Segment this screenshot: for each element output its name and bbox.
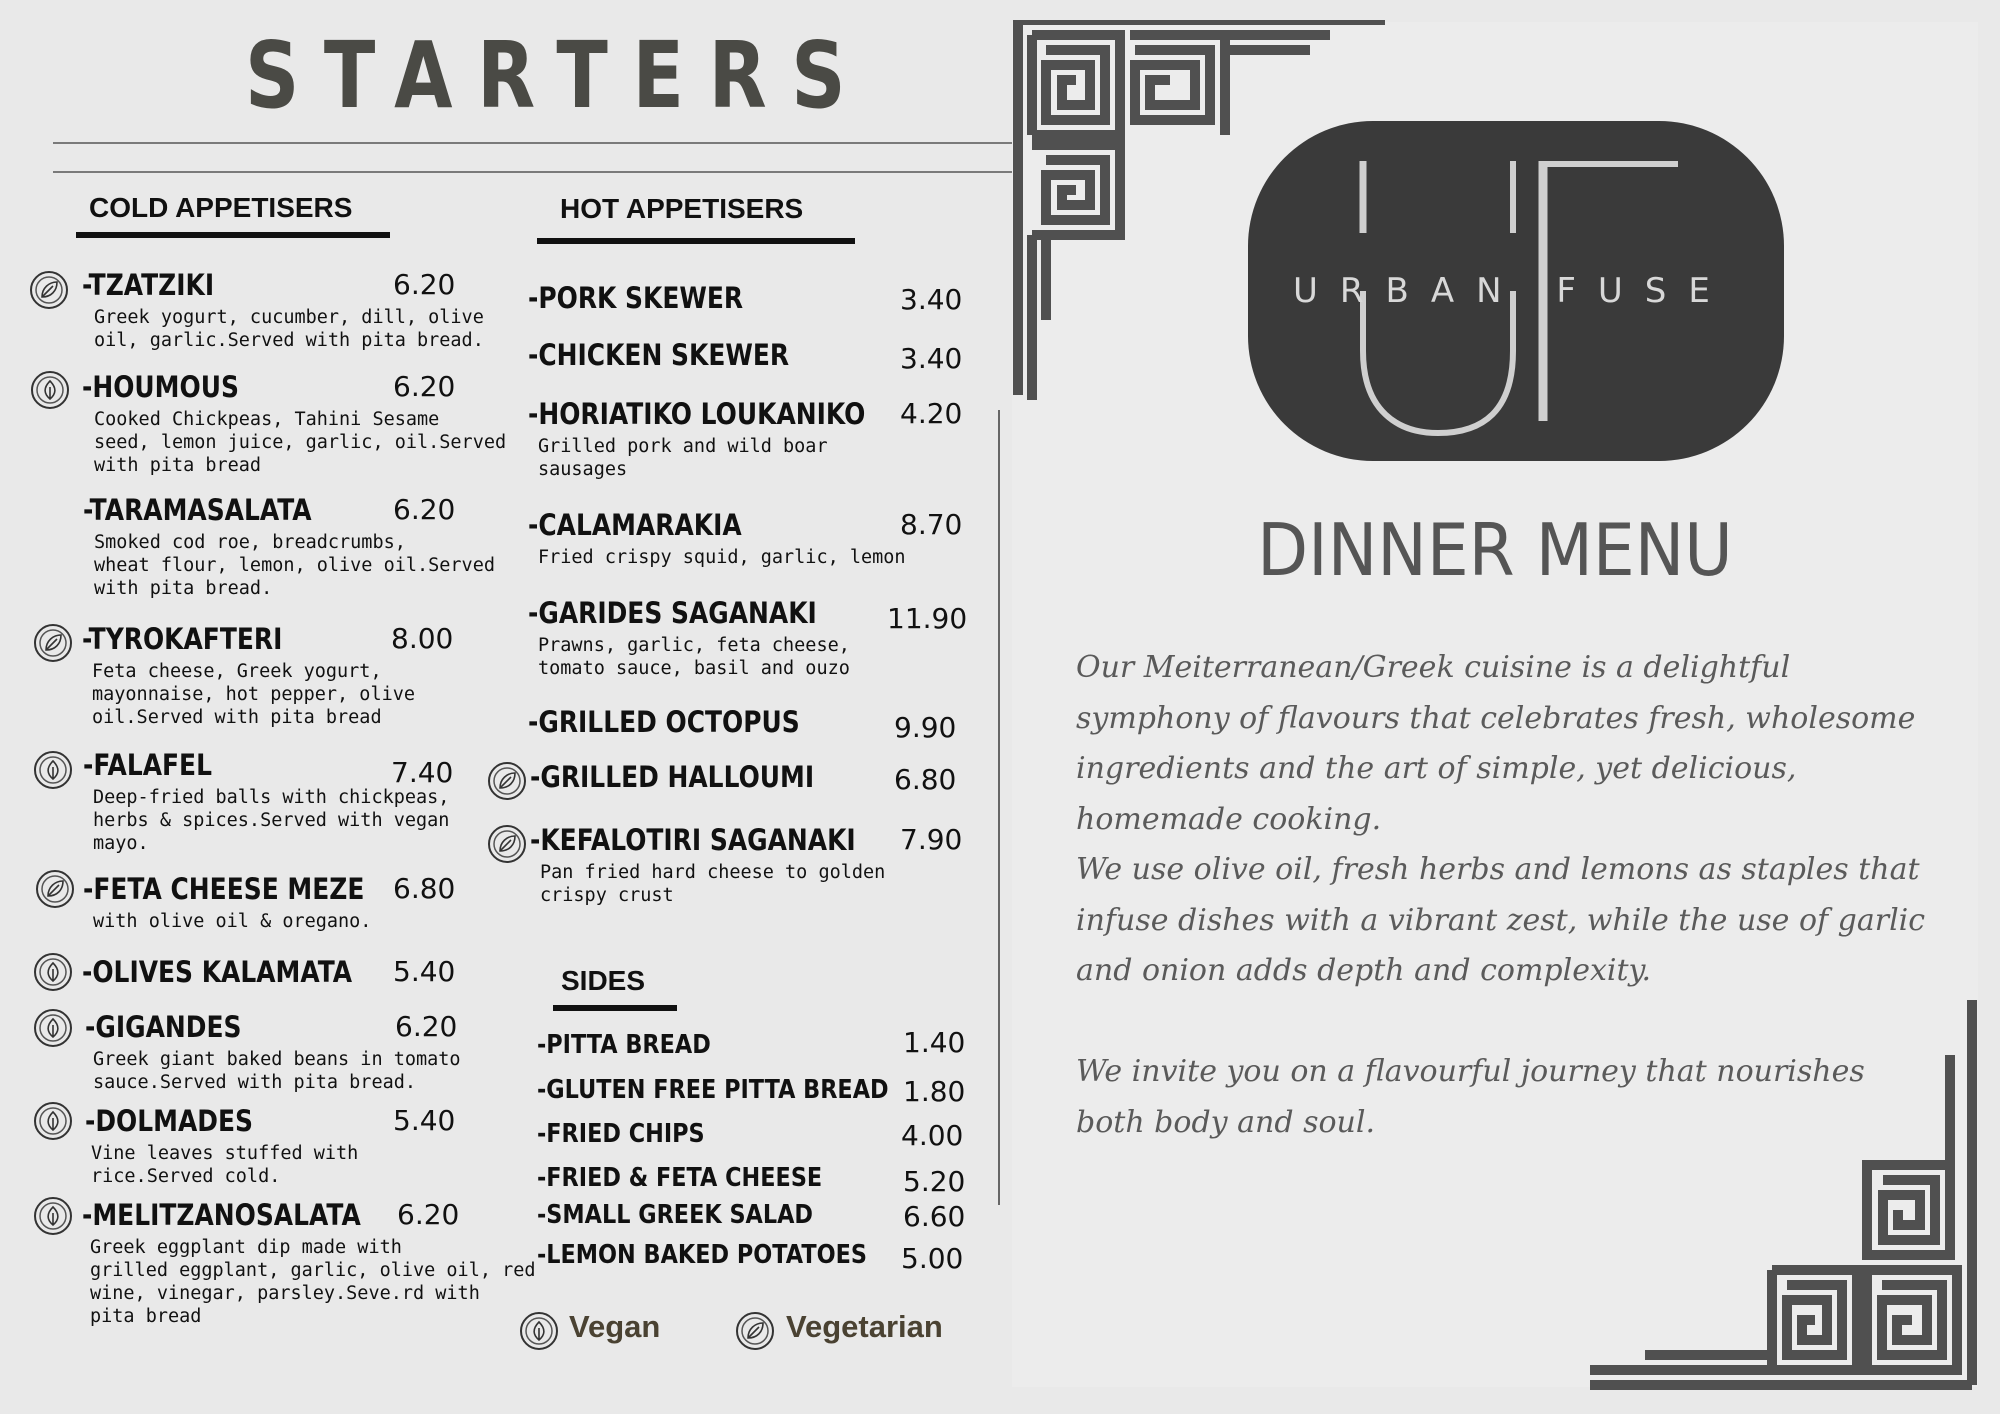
- menu-item: [82, 1198, 536, 1328]
- logo-wordmark: URBAN FUSE: [1293, 271, 1732, 311]
- vegan-legend-icon: [519, 1311, 559, 1351]
- menu-item: [82, 370, 506, 477]
- column-divider: [998, 410, 1000, 1205]
- vegan-legend-label: Vegan: [569, 1309, 661, 1344]
- hot-heading-underline: [537, 238, 855, 244]
- menu-item: [537, 1240, 964, 1275]
- menu-item-name: -GARIDES SAGANAKI: [528, 596, 817, 630]
- menu-item-price: 8.70: [900, 508, 963, 541]
- vegan-icon: [30, 370, 70, 410]
- menu-item-name: -HOUMOUS: [82, 370, 239, 404]
- menu-item-description: Fried crispy squid, garlic, lemon: [538, 547, 906, 568]
- menu-item-name: -TARAMASALATA: [83, 493, 312, 527]
- menu-item-description: Pan fried hard cheese to golden crispy crust: [540, 862, 886, 906]
- menu-item: [82, 268, 484, 352]
- cold-appetisers-heading: COLD APPETISERS: [89, 192, 353, 223]
- page-title: STARTERS: [245, 22, 871, 129]
- menu-item-name: -CALAMARAKIA: [528, 508, 742, 542]
- vegan-icon: [33, 1008, 73, 1048]
- vegetarian-icon: [487, 824, 527, 864]
- vegan-icon: [33, 1101, 73, 1141]
- menu-item-name: -GIGANDES: [85, 1010, 242, 1044]
- menu-item-price: 7.90: [900, 823, 963, 856]
- menu-item-price: 7.40: [391, 756, 454, 789]
- title-rule-top: [53, 142, 1013, 144]
- vegan-icon: [33, 952, 73, 992]
- menu-item-price: 6.20: [397, 1198, 460, 1231]
- menu-item-description: Greek yogurt, cucumber, dill, olive oil, garlic.Served with pita bread.: [94, 307, 484, 351]
- menu-item-description: Smoked cod roe, breadcrumbs, wheat flour, lemon, olive oil.Served with pita bread.: [94, 532, 495, 599]
- menu-item-name: -DOLMADES: [85, 1104, 253, 1138]
- menu-item: [537, 1026, 966, 1060]
- menu-item: [528, 281, 963, 316]
- menu-item-name: -TYROKAFTERI: [82, 622, 283, 656]
- menu-item-price: 5.40: [393, 1104, 456, 1137]
- menu-item-price: 3.40: [900, 342, 963, 375]
- menu-item-name: -SMALL GREEK SALAD: [537, 1200, 813, 1230]
- hot-appetisers-heading: HOT APPETISERS: [560, 193, 804, 224]
- vegetarian-icon: [29, 270, 69, 310]
- menu-item: [537, 1119, 964, 1152]
- menu-item: [528, 705, 957, 744]
- menu-item: [83, 493, 495, 600]
- menu-item: [83, 872, 456, 933]
- menu-item-price: 6.20: [393, 493, 456, 526]
- menu-item-name: -FALAFEL: [83, 748, 212, 782]
- menu-item-name: -CHICKEN SKEWER: [528, 338, 790, 372]
- menu-item-price: 5.40: [393, 955, 456, 988]
- menu-item-name: -FRIED CHIPS: [537, 1119, 705, 1149]
- menu-item-name: -FRIED & FETA CHEESE: [537, 1163, 823, 1193]
- vegetarian-icon: [35, 869, 75, 909]
- menu-item-price: 5.20: [903, 1165, 966, 1198]
- menu-item: [528, 338, 963, 375]
- intro-paragraph-1: Our Meiterranean/Greek cuisine is a delightful symphony of flavours that celebrates fresh, wholesome ingredients and the art of simple, yet delicious, homemade cooking.: [1076, 650, 1916, 837]
- menu-item: [537, 1075, 966, 1108]
- menu-item-name: -HORIATIKO LOUKANIKO: [528, 397, 866, 431]
- menu-item: [85, 1010, 461, 1094]
- menu-item-price: 9.90: [894, 711, 957, 744]
- menu-item-description: Vine leaves stuffed with rice.Served cold.: [91, 1143, 359, 1187]
- vegan-icon: [33, 1196, 73, 1236]
- menu-item: [83, 748, 454, 855]
- menu-item-price: 6.20: [393, 268, 456, 301]
- menu-item-name: -MELITZANOSALATA: [82, 1198, 361, 1232]
- menu-item: [85, 1104, 456, 1188]
- menu-item-price: 3.40: [900, 283, 963, 316]
- menu-item-name: -PITTA BREAD: [537, 1030, 711, 1060]
- menu-item-name: -GLUTEN FREE PITTA BREAD: [537, 1075, 889, 1105]
- menu-item-description: Deep-fried balls with chickpeas, herbs & spices.Served with vegan mayo.: [93, 787, 450, 854]
- urban-fuse-logo: [1248, 121, 1784, 461]
- vegetarian-legend-icon: [735, 1311, 775, 1351]
- menu-item-price: 6.20: [393, 370, 456, 403]
- intro-paragraph-3: We invite you on a flavourful journey that nourishes both body and soul.: [1076, 1054, 1865, 1140]
- menu-item-price: 4.00: [901, 1119, 964, 1152]
- vegetarian-icon: [33, 623, 73, 663]
- menu-item-price: 8.00: [391, 622, 454, 655]
- menu-item-name: -PORK SKEWER: [528, 281, 744, 315]
- menu-item-price: 6.20: [395, 1010, 458, 1043]
- menu-item-price: 6.80: [393, 872, 456, 905]
- menu-item: [537, 1163, 966, 1198]
- menu-item-description: Feta cheese, Greek yogurt, mayonnaise, hot pepper, olive oil.Served with pita bread: [92, 661, 416, 728]
- menu-item: [530, 760, 957, 796]
- menu-item-name: -TZATZIKI: [82, 268, 215, 302]
- menu-item-name: -GRILLED HALLOUMI: [530, 760, 815, 794]
- menu-item-description: Grilled pork and wild boar sausages: [538, 436, 828, 480]
- menu-item-name: -KEFALOTIRI SAGANAKI: [530, 823, 856, 857]
- menu-item-price: 6.80: [894, 763, 957, 796]
- menu-item-price: 5.00: [901, 1242, 964, 1275]
- title-rule-bottom: [53, 171, 1013, 173]
- menu-item: [530, 823, 963, 907]
- menu-item-price: 1.40: [903, 1026, 966, 1059]
- menu-item: [528, 508, 963, 569]
- menu-item-name: -FETA CHEESE MEZE: [83, 872, 365, 906]
- menu-item: [82, 622, 454, 729]
- menu-item-price: 1.80: [903, 1075, 966, 1108]
- intro-paragraph-2: We use olive oil, fresh herbs and lemons as staples that infuse dishes with a vibrant zest, while the use of garlic and onion adds depth and complexity.: [1076, 852, 1926, 988]
- sides-heading: SIDES: [561, 965, 646, 996]
- menu-item-description: Greek giant baked beans in tomato sauce.Served with pita bread.: [93, 1049, 461, 1093]
- menu-item-price: 11.90: [887, 602, 968, 635]
- dinner-menu-title: DINNER MENU: [1257, 508, 1733, 592]
- menu-item: [82, 955, 456, 989]
- menu-item: [528, 596, 968, 680]
- menu-item-description: Greek eggplant dip made with grilled eggplant, garlic, olive oil, red wine, vinegar, parsley.Seve.rd with pita bread: [90, 1237, 536, 1327]
- menu-item-name: -GRILLED OCTOPUS: [528, 705, 800, 739]
- menu-item-name: -OLIVES KALAMATA: [82, 955, 353, 989]
- menu-item-price: 6.60: [903, 1200, 966, 1233]
- vegan-icon: [33, 750, 73, 790]
- menu-item-description: Prawns, garlic, feta cheese, tomato sauce, basil and ouzo: [538, 635, 850, 679]
- vegetarian-icon: [487, 761, 527, 801]
- menu-item-price: 4.20: [900, 397, 963, 430]
- vegetarian-legend-label: Vegetarian: [786, 1309, 943, 1344]
- menu-item: [528, 397, 963, 481]
- menu-item-description: Cooked Chickpeas, Tahini Sesame seed, lemon juice, garlic, oil.Served with pita bread: [94, 409, 507, 476]
- menu-item: [537, 1200, 966, 1233]
- menu-item-description: with olive oil & oregano.: [93, 911, 372, 932]
- menu-item-name: -LEMON BAKED POTATOES: [537, 1240, 867, 1270]
- sides-heading-underline: [553, 1005, 677, 1011]
- cold-heading-underline: [76, 232, 390, 238]
